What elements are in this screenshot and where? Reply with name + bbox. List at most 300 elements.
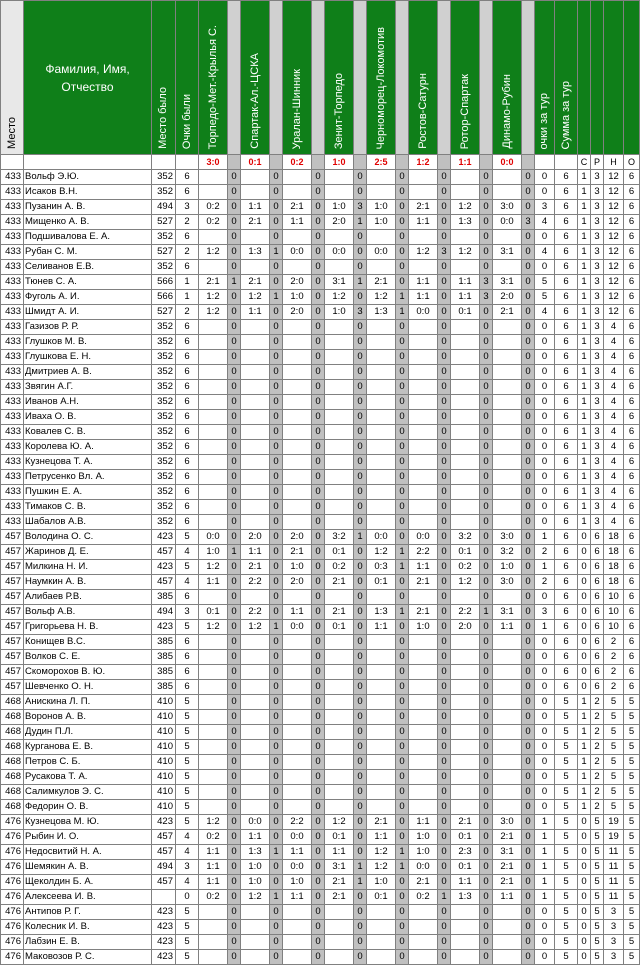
- cell-c[interactable]: 1: [578, 260, 591, 275]
- results-cell[interactable]: [555, 155, 578, 170]
- cell-prediction-1[interactable]: [199, 395, 228, 410]
- cell-name[interactable]: Глушков М. В.: [24, 335, 152, 350]
- cell-o[interactable]: 6: [624, 605, 640, 620]
- cell-prediction-6[interactable]: 1:0: [409, 830, 438, 845]
- cell-pts-1[interactable]: 0: [228, 860, 241, 875]
- cell-pts-1[interactable]: 0: [228, 320, 241, 335]
- cell-n[interactable]: 18: [604, 560, 624, 575]
- cell-tour-points[interactable]: 0: [535, 695, 555, 710]
- cell-c[interactable]: 1: [578, 410, 591, 425]
- cell-prediction-6[interactable]: 2:2: [409, 545, 438, 560]
- cell-o[interactable]: 6: [624, 590, 640, 605]
- cell-c[interactable]: 0: [578, 575, 591, 590]
- cell-pts-2[interactable]: 0: [270, 650, 283, 665]
- cell-prediction-7[interactable]: [451, 935, 480, 950]
- cell-pts-6[interactable]: 0: [438, 725, 451, 740]
- cell-place-was[interactable]: 423: [152, 815, 176, 830]
- cell-c[interactable]: 1: [578, 515, 591, 530]
- cell-prediction-5[interactable]: [367, 455, 396, 470]
- cell-prediction-8[interactable]: 2:1: [493, 860, 522, 875]
- cell-r[interactable]: 3: [591, 185, 604, 200]
- cell-prediction-7[interactable]: [451, 395, 480, 410]
- cell-place[interactable]: 433: [1, 185, 24, 200]
- cell-pts-7[interactable]: 0: [480, 740, 493, 755]
- cell-prediction-5[interactable]: [367, 350, 396, 365]
- cell-prediction-8[interactable]: [493, 905, 522, 920]
- cell-pts-5[interactable]: 0: [396, 365, 409, 380]
- cell-c[interactable]: 0: [578, 560, 591, 575]
- cell-points-was[interactable]: 6: [176, 320, 199, 335]
- cell-o[interactable]: 5: [624, 755, 640, 770]
- cell-prediction-5[interactable]: [367, 500, 396, 515]
- cell-place-was[interactable]: 410: [152, 740, 176, 755]
- cell-pts-5[interactable]: 0: [396, 335, 409, 350]
- cell-prediction-1[interactable]: [199, 665, 228, 680]
- cell-prediction-3[interactable]: 2:0: [283, 575, 312, 590]
- cell-name[interactable]: Ковалев С. В.: [24, 425, 152, 440]
- cell-pts-2[interactable]: 0: [270, 185, 283, 200]
- cell-prediction-7[interactable]: [451, 500, 480, 515]
- cell-prediction-8[interactable]: [493, 800, 522, 815]
- cell-prediction-1[interactable]: 1:2: [199, 290, 228, 305]
- cell-pts-1[interactable]: 0: [228, 830, 241, 845]
- cell-pts-8[interactable]: 0: [522, 200, 535, 215]
- cell-pts-2[interactable]: 0: [270, 590, 283, 605]
- cell-prediction-5[interactable]: [367, 260, 396, 275]
- cell-name[interactable]: Антипов Р. Г.: [24, 905, 152, 920]
- cell-prediction-5[interactable]: 2:1: [367, 275, 396, 290]
- cell-c[interactable]: 0: [578, 590, 591, 605]
- header-match-4[interactable]: Зенит-Торпедо: [325, 1, 354, 155]
- cell-pts-3[interactable]: 0: [312, 635, 325, 650]
- cell-prediction-3[interactable]: [283, 470, 312, 485]
- cell-prediction-6[interactable]: 0:0: [409, 860, 438, 875]
- cell-prediction-1[interactable]: [199, 380, 228, 395]
- cell-prediction-3[interactable]: [283, 665, 312, 680]
- cell-pts-1[interactable]: 0: [228, 890, 241, 905]
- cell-prediction-2[interactable]: 1:2: [241, 620, 270, 635]
- cell-prediction-8[interactable]: [493, 755, 522, 770]
- cell-pts-1[interactable]: 0: [228, 395, 241, 410]
- cell-prediction-6[interactable]: [409, 455, 438, 470]
- cell-prediction-3[interactable]: 1:1: [283, 605, 312, 620]
- cell-pts-1[interactable]: 0: [228, 620, 241, 635]
- cell-place[interactable]: 433: [1, 275, 24, 290]
- cell-pts-4[interactable]: 0: [354, 455, 367, 470]
- cell-pts-3[interactable]: 0: [312, 770, 325, 785]
- cell-pts-5[interactable]: 0: [396, 470, 409, 485]
- cell-name[interactable]: Рубан С. М.: [24, 245, 152, 260]
- cell-c[interactable]: 0: [578, 680, 591, 695]
- cell-prediction-2[interactable]: [241, 260, 270, 275]
- cell-prediction-2[interactable]: 1:1: [241, 830, 270, 845]
- cell-pts-3[interactable]: 0: [312, 620, 325, 635]
- cell-place[interactable]: 476: [1, 815, 24, 830]
- cell-prediction-8[interactable]: [493, 350, 522, 365]
- cell-pts-8[interactable]: 0: [522, 335, 535, 350]
- cell-pts-6[interactable]: 0: [438, 830, 451, 845]
- cell-prediction-7[interactable]: [451, 185, 480, 200]
- cell-pts-1[interactable]: 0: [228, 650, 241, 665]
- cell-pts-7[interactable]: 0: [480, 650, 493, 665]
- cell-pts-2[interactable]: 0: [270, 335, 283, 350]
- cell-prediction-5[interactable]: [367, 365, 396, 380]
- cell-n[interactable]: 5: [604, 725, 624, 740]
- cell-prediction-7[interactable]: [451, 725, 480, 740]
- header-r[interactable]: Р: [591, 155, 604, 170]
- cell-prediction-1[interactable]: [199, 800, 228, 815]
- cell-prediction-3[interactable]: [283, 635, 312, 650]
- cell-points-was[interactable]: 6: [176, 680, 199, 695]
- cell-pts-7[interactable]: 3: [480, 290, 493, 305]
- cell-pts-3[interactable]: 0: [312, 485, 325, 500]
- cell-prediction-1[interactable]: [199, 230, 228, 245]
- cell-pts-4[interactable]: 0: [354, 230, 367, 245]
- cell-prediction-6[interactable]: [409, 410, 438, 425]
- cell-pts-1[interactable]: 0: [228, 635, 241, 650]
- cell-pts-7[interactable]: 0: [480, 410, 493, 425]
- cell-prediction-7[interactable]: 1:2: [451, 245, 480, 260]
- cell-c[interactable]: 0: [578, 860, 591, 875]
- cell-pts-7[interactable]: 0: [480, 200, 493, 215]
- cell-sum-tour[interactable]: 5: [555, 950, 578, 965]
- cell-pts-4[interactable]: 0: [354, 755, 367, 770]
- cell-prediction-6[interactable]: [409, 395, 438, 410]
- cell-prediction-4[interactable]: [325, 485, 354, 500]
- cell-tour-points[interactable]: 1: [535, 560, 555, 575]
- cell-points-was[interactable]: 5: [176, 695, 199, 710]
- cell-prediction-3[interactable]: 1:0: [283, 560, 312, 575]
- cell-sum-tour[interactable]: 6: [555, 380, 578, 395]
- cell-o[interactable]: 5: [624, 695, 640, 710]
- cell-sum-tour[interactable]: 6: [555, 455, 578, 470]
- cell-pts-5[interactable]: 0: [396, 710, 409, 725]
- cell-prediction-8[interactable]: 1:1: [493, 890, 522, 905]
- cell-o[interactable]: 6: [624, 620, 640, 635]
- cell-n[interactable]: 5: [604, 800, 624, 815]
- cell-name[interactable]: Шемякин А. В.: [24, 860, 152, 875]
- cell-pts-6[interactable]: 0: [438, 605, 451, 620]
- cell-pts-8[interactable]: 0: [522, 770, 535, 785]
- cell-pts-6[interactable]: 0: [438, 710, 451, 725]
- cell-prediction-2[interactable]: [241, 440, 270, 455]
- cell-name[interactable]: Тимаков С. В.: [24, 500, 152, 515]
- cell-prediction-1[interactable]: [199, 185, 228, 200]
- cell-c[interactable]: 1: [578, 755, 591, 770]
- cell-prediction-8[interactable]: 2:1: [493, 830, 522, 845]
- cell-pts-2[interactable]: 0: [270, 440, 283, 455]
- cell-pts-8[interactable]: 0: [522, 425, 535, 440]
- cell-n[interactable]: 18: [604, 545, 624, 560]
- cell-place[interactable]: 433: [1, 485, 24, 500]
- cell-place[interactable]: 468: [1, 755, 24, 770]
- cell-tour-points[interactable]: 0: [535, 350, 555, 365]
- cell-prediction-4[interactable]: [325, 725, 354, 740]
- cell-pts-6[interactable]: 0: [438, 425, 451, 440]
- cell-pts-5[interactable]: 0: [396, 380, 409, 395]
- cell-pts-3[interactable]: 0: [312, 230, 325, 245]
- cell-pts-8[interactable]: 0: [522, 605, 535, 620]
- cell-prediction-8[interactable]: 3:1: [493, 605, 522, 620]
- cell-n[interactable]: 2: [604, 635, 624, 650]
- cell-prediction-6[interactable]: [409, 590, 438, 605]
- cell-prediction-7[interactable]: [451, 350, 480, 365]
- cell-place-was[interactable]: 352: [152, 440, 176, 455]
- cell-n[interactable]: 4: [604, 395, 624, 410]
- cell-points-was[interactable]: 2: [176, 245, 199, 260]
- cell-prediction-2[interactable]: 2:1: [241, 275, 270, 290]
- header-match-1[interactable]: Торпедо-Мет.-Крылья С.: [199, 1, 228, 155]
- cell-prediction-8[interactable]: [493, 320, 522, 335]
- cell-pts-3[interactable]: 0: [312, 785, 325, 800]
- cell-points-was[interactable]: 6: [176, 470, 199, 485]
- cell-pts-8[interactable]: 0: [522, 515, 535, 530]
- cell-c[interactable]: 1: [578, 290, 591, 305]
- cell-pts-8[interactable]: 0: [522, 905, 535, 920]
- cell-prediction-1[interactable]: [199, 470, 228, 485]
- cell-name[interactable]: Воронов А. В.: [24, 710, 152, 725]
- cell-prediction-5[interactable]: [367, 380, 396, 395]
- cell-o[interactable]: 6: [624, 215, 640, 230]
- cell-pts-4[interactable]: 0: [354, 935, 367, 950]
- cell-prediction-5[interactable]: 0:0: [367, 530, 396, 545]
- cell-prediction-3[interactable]: [283, 320, 312, 335]
- cell-prediction-8[interactable]: [493, 470, 522, 485]
- cell-r[interactable]: 3: [591, 245, 604, 260]
- cell-pts-4[interactable]: 0: [354, 650, 367, 665]
- cell-name[interactable]: Шабалов А.В.: [24, 515, 152, 530]
- cell-prediction-4[interactable]: [325, 470, 354, 485]
- cell-prediction-2[interactable]: [241, 935, 270, 950]
- cell-place-was[interactable]: 352: [152, 365, 176, 380]
- header-match-5[interactable]: Черноморец-Локомотив: [367, 1, 396, 155]
- cell-tour-points[interactable]: 0: [535, 740, 555, 755]
- cell-prediction-5[interactable]: 1:2: [367, 290, 396, 305]
- cell-pts-4[interactable]: 3: [354, 200, 367, 215]
- cell-prediction-3[interactable]: 2:0: [283, 305, 312, 320]
- cell-r[interactable]: 6: [591, 545, 604, 560]
- cell-place-was[interactable]: 494: [152, 860, 176, 875]
- cell-place[interactable]: 457: [1, 665, 24, 680]
- cell-tour-points[interactable]: 1: [535, 620, 555, 635]
- cell-sum-tour[interactable]: 6: [555, 665, 578, 680]
- cell-prediction-6[interactable]: [409, 740, 438, 755]
- result-match-5[interactable]: 2:5: [367, 155, 396, 170]
- cell-prediction-1[interactable]: [199, 785, 228, 800]
- cell-prediction-2[interactable]: [241, 950, 270, 965]
- cell-pts-4[interactable]: 1: [354, 860, 367, 875]
- cell-pts-2[interactable]: 0: [270, 305, 283, 320]
- cell-pts-7[interactable]: 0: [480, 860, 493, 875]
- cell-tour-points[interactable]: 4: [535, 215, 555, 230]
- cell-prediction-4[interactable]: [325, 755, 354, 770]
- cell-prediction-3[interactable]: [283, 455, 312, 470]
- cell-prediction-3[interactable]: 2:2: [283, 815, 312, 830]
- cell-n[interactable]: 4: [604, 470, 624, 485]
- cell-prediction-8[interactable]: [493, 380, 522, 395]
- results-cell[interactable]: [24, 155, 152, 170]
- cell-pts-7[interactable]: 0: [480, 425, 493, 440]
- cell-prediction-4[interactable]: 1:2: [325, 815, 354, 830]
- cell-prediction-3[interactable]: [283, 395, 312, 410]
- cell-pts-7[interactable]: 0: [480, 695, 493, 710]
- cell-pts-7[interactable]: 0: [480, 575, 493, 590]
- cell-pts-6[interactable]: 0: [438, 845, 451, 860]
- cell-pts-3[interactable]: 0: [312, 575, 325, 590]
- cell-name[interactable]: Скоморохов В. Ю.: [24, 665, 152, 680]
- cell-name[interactable]: Наумкин А. В.: [24, 575, 152, 590]
- header-match-7[interactable]: Ротор-Спартак: [451, 1, 480, 155]
- cell-pts-8[interactable]: 0: [522, 680, 535, 695]
- cell-pts-8[interactable]: 0: [522, 875, 535, 890]
- cell-pts-8[interactable]: 0: [522, 665, 535, 680]
- cell-pts-3[interactable]: 0: [312, 260, 325, 275]
- cell-c[interactable]: 1: [578, 770, 591, 785]
- cell-o[interactable]: 5: [624, 830, 640, 845]
- cell-pts-1[interactable]: 0: [228, 290, 241, 305]
- cell-prediction-3[interactable]: 0:0: [283, 620, 312, 635]
- cell-prediction-2[interactable]: [241, 350, 270, 365]
- cell-prediction-3[interactable]: [283, 920, 312, 935]
- cell-o[interactable]: 6: [624, 635, 640, 650]
- cell-pts-1[interactable]: 0: [228, 380, 241, 395]
- cell-prediction-6[interactable]: [409, 260, 438, 275]
- results-cell[interactable]: [152, 155, 176, 170]
- cell-prediction-6[interactable]: 2:1: [409, 200, 438, 215]
- cell-c[interactable]: 0: [578, 845, 591, 860]
- cell-pts-6[interactable]: 0: [438, 455, 451, 470]
- cell-prediction-4[interactable]: 1:0: [325, 305, 354, 320]
- cell-prediction-6[interactable]: 1:0: [409, 845, 438, 860]
- cell-prediction-7[interactable]: [451, 455, 480, 470]
- cell-pts-3[interactable]: 0: [312, 845, 325, 860]
- cell-sum-tour[interactable]: 6: [555, 575, 578, 590]
- cell-prediction-5[interactable]: [367, 665, 396, 680]
- cell-o[interactable]: 6: [624, 335, 640, 350]
- cell-prediction-2[interactable]: [241, 170, 270, 185]
- cell-pts-4[interactable]: 0: [354, 515, 367, 530]
- cell-n[interactable]: 4: [604, 455, 624, 470]
- cell-pts-8[interactable]: 0: [522, 560, 535, 575]
- cell-pts-8[interactable]: 0: [522, 620, 535, 635]
- cell-pts-7[interactable]: 0: [480, 845, 493, 860]
- cell-prediction-3[interactable]: [283, 695, 312, 710]
- cell-o[interactable]: 6: [624, 410, 640, 425]
- cell-points-was[interactable]: 3: [176, 860, 199, 875]
- cell-pts-3[interactable]: 0: [312, 950, 325, 965]
- cell-pts-8[interactable]: 0: [522, 785, 535, 800]
- cell-pts-8[interactable]: 0: [522, 815, 535, 830]
- cell-pts-6[interactable]: 0: [438, 620, 451, 635]
- cell-o[interactable]: 6: [624, 275, 640, 290]
- cell-r[interactable]: 3: [591, 395, 604, 410]
- cell-prediction-7[interactable]: [451, 335, 480, 350]
- cell-pts-3[interactable]: 0: [312, 665, 325, 680]
- cell-prediction-4[interactable]: [325, 440, 354, 455]
- cell-pts-2[interactable]: 0: [270, 530, 283, 545]
- cell-prediction-4[interactable]: [325, 410, 354, 425]
- cell-points-was[interactable]: 1: [176, 275, 199, 290]
- cell-pts-3[interactable]: 0: [312, 530, 325, 545]
- cell-pts-6[interactable]: 0: [438, 650, 451, 665]
- cell-sum-tour[interactable]: 6: [555, 215, 578, 230]
- cell-place[interactable]: 433: [1, 425, 24, 440]
- cell-o[interactable]: 5: [624, 815, 640, 830]
- cell-pts-5[interactable]: 0: [396, 575, 409, 590]
- cell-pts-6[interactable]: 0: [438, 470, 451, 485]
- cell-prediction-5[interactable]: 1:3: [367, 605, 396, 620]
- cell-name[interactable]: Подшивалова Е. А.: [24, 230, 152, 245]
- cell-name[interactable]: Иванов А.Н.: [24, 395, 152, 410]
- cell-pts-1[interactable]: 0: [228, 800, 241, 815]
- cell-sum-tour[interactable]: 5: [555, 695, 578, 710]
- cell-prediction-2[interactable]: [241, 455, 270, 470]
- cell-pts-4[interactable]: 0: [354, 365, 367, 380]
- cell-tour-points[interactable]: 0: [535, 950, 555, 965]
- cell-prediction-8[interactable]: 3:0: [493, 530, 522, 545]
- cell-tour-points[interactable]: 1: [535, 860, 555, 875]
- cell-place-was[interactable]: 423: [152, 935, 176, 950]
- cell-prediction-7[interactable]: [451, 410, 480, 425]
- cell-prediction-5[interactable]: [367, 410, 396, 425]
- cell-pts-4[interactable]: 0: [354, 395, 367, 410]
- cell-place[interactable]: 468: [1, 725, 24, 740]
- cell-pts-7[interactable]: 0: [480, 875, 493, 890]
- cell-sum-tour[interactable]: 6: [555, 515, 578, 530]
- cell-r[interactable]: 2: [591, 770, 604, 785]
- cell-tour-points[interactable]: 1: [535, 890, 555, 905]
- cell-r[interactable]: 5: [591, 875, 604, 890]
- cell-prediction-4[interactable]: 0:0: [325, 245, 354, 260]
- cell-prediction-7[interactable]: [451, 230, 480, 245]
- cell-o[interactable]: 6: [624, 455, 640, 470]
- cell-prediction-5[interactable]: [367, 470, 396, 485]
- cell-place[interactable]: 476: [1, 950, 24, 965]
- cell-place[interactable]: 457: [1, 680, 24, 695]
- cell-pts-4[interactable]: 0: [354, 830, 367, 845]
- cell-pts-7[interactable]: 0: [480, 920, 493, 935]
- cell-prediction-1[interactable]: [199, 260, 228, 275]
- cell-sum-tour[interactable]: 5: [555, 710, 578, 725]
- cell-prediction-1[interactable]: 1:2: [199, 815, 228, 830]
- cell-pts-5[interactable]: 0: [396, 875, 409, 890]
- cell-pts-7[interactable]: 0: [480, 890, 493, 905]
- cell-pts-8[interactable]: 0: [522, 380, 535, 395]
- cell-pts-1[interactable]: 0: [228, 305, 241, 320]
- cell-n[interactable]: 12: [604, 290, 624, 305]
- cell-prediction-3[interactable]: [283, 170, 312, 185]
- cell-prediction-4[interactable]: [325, 425, 354, 440]
- cell-pts-8[interactable]: 0: [522, 740, 535, 755]
- cell-pts-3[interactable]: 0: [312, 470, 325, 485]
- cell-points-was[interactable]: 5: [176, 950, 199, 965]
- cell-prediction-7[interactable]: 2:2: [451, 605, 480, 620]
- cell-points-was[interactable]: 6: [176, 335, 199, 350]
- cell-r[interactable]: 6: [591, 650, 604, 665]
- cell-points-was[interactable]: 6: [176, 665, 199, 680]
- header-match-8[interactable]: Динамо-Рубин: [493, 1, 522, 155]
- cell-points-was[interactable]: 4: [176, 575, 199, 590]
- cell-prediction-5[interactable]: [367, 800, 396, 815]
- cell-prediction-3[interactable]: [283, 335, 312, 350]
- cell-pts-3[interactable]: 0: [312, 800, 325, 815]
- cell-c[interactable]: 1: [578, 500, 591, 515]
- header-place-was[interactable]: Место было: [152, 1, 176, 155]
- cell-prediction-3[interactable]: [283, 590, 312, 605]
- cell-prediction-8[interactable]: [493, 590, 522, 605]
- result-match-1[interactable]: 3:0: [199, 155, 228, 170]
- cell-pts-1[interactable]: 0: [228, 515, 241, 530]
